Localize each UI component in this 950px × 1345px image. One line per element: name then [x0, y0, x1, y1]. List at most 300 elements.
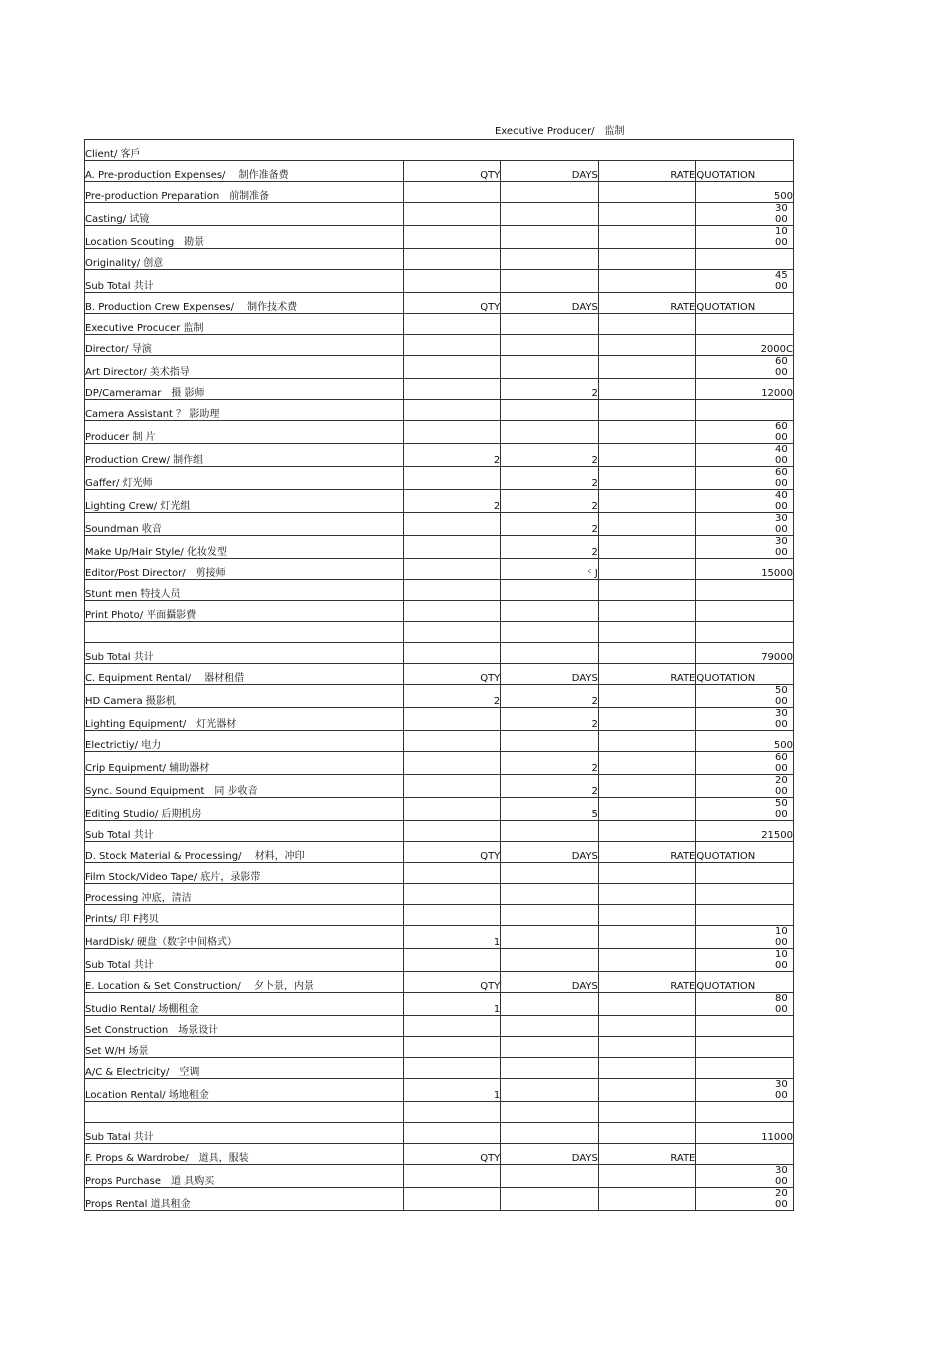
- table-row: [85, 993, 794, 1016]
- qty-cell: [403, 1123, 501, 1144]
- days-cell: [501, 643, 599, 664]
- table-row: [85, 821, 794, 842]
- days-cell: ᶜ J: [501, 559, 599, 580]
- qty-cell: QTY: [403, 842, 501, 863]
- quotation-value: 2000: [775, 1188, 788, 1210]
- qty-cell: [403, 536, 501, 559]
- row-label: Print Photo/ 平面攝影費: [85, 601, 404, 622]
- days-cell: [501, 949, 599, 972]
- section-header-row: [85, 1144, 794, 1165]
- qty-cell: [403, 622, 501, 643]
- section-header-row: [85, 842, 794, 863]
- row-label: Crip Equipment/ 辅助器材: [85, 752, 404, 775]
- table-row: [85, 356, 794, 379]
- days-cell: [501, 1016, 599, 1037]
- rate-cell: [598, 1058, 696, 1079]
- quotation-cell: [696, 467, 794, 490]
- rate-cell: [598, 467, 696, 490]
- qty-cell: [403, 643, 501, 664]
- rate-cell: [598, 1016, 696, 1037]
- row-label: Casting/ 试镜: [85, 203, 404, 226]
- table-row: [85, 513, 794, 536]
- table-row: [85, 203, 794, 226]
- row-label: Originality/ 创意: [85, 249, 404, 270]
- days-cell: [501, 905, 599, 926]
- rate-cell: [598, 400, 696, 421]
- table-row: [85, 622, 794, 643]
- rate-cell: [598, 905, 696, 926]
- days-cell: [501, 1037, 599, 1058]
- qty-cell: [403, 775, 501, 798]
- table-row: [85, 949, 794, 972]
- qty-cell: QTY: [403, 293, 501, 314]
- rate-cell: [598, 1123, 696, 1144]
- days-cell: [501, 884, 599, 905]
- row-label: Lighting Crew/ 灯光组: [85, 490, 404, 513]
- row-label: Executive Procucer 监制: [85, 314, 404, 335]
- quotation-cell: [696, 421, 794, 444]
- row-label: Location Scouting 勘景: [85, 226, 404, 249]
- qty-cell: 2: [403, 490, 501, 513]
- row-label: Sub Total 共计: [85, 643, 404, 664]
- row-label: Art Director/ 美术指导: [85, 356, 404, 379]
- rate-cell: RATE: [598, 293, 696, 314]
- rate-cell: [598, 559, 696, 580]
- quotation-cell: [696, 905, 794, 926]
- quotation-cell: QUOTATION: [696, 664, 794, 685]
- quotation-cell: [696, 1058, 794, 1079]
- table-row: [85, 1188, 794, 1211]
- days-cell: 2: [501, 467, 599, 490]
- quotation-cell: [696, 708, 794, 731]
- table-row: [85, 863, 794, 884]
- qty-cell: QTY: [403, 161, 501, 182]
- row-label: Processing 冲底，清洁: [85, 884, 404, 905]
- qty-cell: [403, 1102, 501, 1123]
- qty-cell: QTY: [403, 664, 501, 685]
- row-label: F. Props & Wardrobe/ 道具，服装: [85, 1144, 404, 1165]
- table-row: [85, 775, 794, 798]
- quotation-cell: [696, 314, 794, 335]
- quotation-value: 2000: [775, 775, 788, 797]
- quotation-cell: [696, 622, 794, 643]
- rate-cell: RATE: [598, 161, 696, 182]
- table-row: [85, 444, 794, 467]
- table-row: [85, 467, 794, 490]
- quotation-cell: 21500: [696, 821, 794, 842]
- quotation-cell: 500: [696, 182, 794, 203]
- table-row: [85, 1037, 794, 1058]
- quotation-cell: [696, 1188, 794, 1211]
- rate-cell: [598, 949, 696, 972]
- row-label: Sync. Sound Equipment 同 步收音: [85, 775, 404, 798]
- quotation-cell: 12000: [696, 379, 794, 400]
- days-cell: [501, 1102, 599, 1123]
- quotation-cell: QUOTATION: [696, 161, 794, 182]
- row-label: HD Camera 摄影机: [85, 685, 404, 708]
- days-cell: [501, 863, 599, 884]
- days-cell: DAYS: [501, 664, 599, 685]
- days-cell: [501, 821, 599, 842]
- qty-cell: 1: [403, 926, 501, 949]
- days-cell: [501, 314, 599, 335]
- rate-cell: [598, 1102, 696, 1123]
- row-label: Set Construction 场景设计: [85, 1016, 404, 1037]
- days-cell: [501, 226, 599, 249]
- quotation-value: 4000: [775, 444, 788, 466]
- table-row: [85, 536, 794, 559]
- rate-cell: [598, 335, 696, 356]
- qty-cell: [403, 421, 501, 444]
- quotation-cell: [696, 884, 794, 905]
- row-label: DP/Cameramar 摄 影师: [85, 379, 404, 400]
- quotation-cell: [696, 249, 794, 270]
- table-row: [85, 926, 794, 949]
- rate-cell: [598, 421, 696, 444]
- rate-cell: RATE: [598, 842, 696, 863]
- quotation-cell: [696, 444, 794, 467]
- quotation-cell: [696, 926, 794, 949]
- rate-cell: [598, 314, 696, 335]
- qty-cell: [403, 949, 501, 972]
- rate-cell: [598, 775, 696, 798]
- rate-cell: [598, 580, 696, 601]
- qty-cell: [403, 1058, 501, 1079]
- quotation-cell: [696, 685, 794, 708]
- days-cell: [501, 731, 599, 752]
- rate-cell: [598, 444, 696, 467]
- days-cell: 2: [501, 775, 599, 798]
- quotation-cell: [696, 356, 794, 379]
- quotation-cell: [696, 270, 794, 293]
- quotation-value: 6000: [775, 467, 788, 489]
- days-cell: [501, 580, 599, 601]
- rate-cell: [598, 926, 696, 949]
- quotation-value: 3000: [775, 536, 788, 558]
- rate-cell: [598, 752, 696, 775]
- table-row: [85, 182, 794, 203]
- quotation-value: 3000: [775, 513, 788, 535]
- quotation-value: 5000: [775, 685, 788, 707]
- days-cell: [501, 421, 599, 444]
- days-cell: 2: [501, 444, 599, 467]
- qty-cell: 1: [403, 993, 501, 1016]
- row-label: E. Location & Set Construction/ 夕卜景，内景: [85, 972, 404, 993]
- qty-cell: [403, 356, 501, 379]
- quotation-cell: [696, 1016, 794, 1037]
- client-row: [85, 140, 794, 161]
- row-label: Sub Total 共计: [85, 821, 404, 842]
- section-header-row: [85, 664, 794, 685]
- rate-cell: RATE: [598, 664, 696, 685]
- table-row: [85, 226, 794, 249]
- row-label: D. Stock Material & Processing/ 材料，冲印: [85, 842, 404, 863]
- quotation-cell: QUOTATION: [696, 293, 794, 314]
- table-row: [85, 270, 794, 293]
- quotation-cell: [696, 1037, 794, 1058]
- days-cell: DAYS: [501, 1144, 599, 1165]
- qty-cell: [403, 905, 501, 926]
- rate-cell: [598, 226, 696, 249]
- qty-cell: [403, 1188, 501, 1211]
- rate-cell: [598, 643, 696, 664]
- quotation-value: 3000: [775, 708, 788, 730]
- table-row: [85, 580, 794, 601]
- row-label: Gaffer/ 灯光师: [85, 467, 404, 490]
- table-row: [85, 421, 794, 444]
- days-cell: [501, 400, 599, 421]
- table-row: [85, 798, 794, 821]
- table-row: [85, 884, 794, 905]
- quotation-value: 4000: [775, 490, 788, 512]
- qty-cell: 2: [403, 444, 501, 467]
- quotation-cell: 79000: [696, 643, 794, 664]
- table-row: [85, 559, 794, 580]
- qty-cell: [403, 1037, 501, 1058]
- row-label: A. Pre-production Expenses/ 制作准备费: [85, 161, 404, 182]
- table-row: [85, 905, 794, 926]
- rate-cell: [598, 708, 696, 731]
- rate-cell: [598, 1079, 696, 1102]
- qty-cell: [403, 1165, 501, 1188]
- row-label: Film Stock/Video Tape/ 底片，录影带: [85, 863, 404, 884]
- days-cell: 2: [501, 752, 599, 775]
- rate-cell: [598, 490, 696, 513]
- section-header-row: [85, 161, 794, 182]
- rate-cell: [598, 622, 696, 643]
- days-cell: [501, 1058, 599, 1079]
- qty-cell: [403, 314, 501, 335]
- row-label: Producer 制 片: [85, 421, 404, 444]
- days-cell: 2: [501, 708, 599, 731]
- table-row: [85, 379, 794, 400]
- qty-cell: [403, 270, 501, 293]
- qty-cell: QTY: [403, 1144, 501, 1165]
- quotation-cell: [696, 226, 794, 249]
- days-cell: [501, 356, 599, 379]
- rate-cell: [598, 1188, 696, 1211]
- rate-cell: [598, 884, 696, 905]
- days-cell: [501, 1188, 599, 1211]
- rate-cell: RATE: [598, 972, 696, 993]
- rate-cell: [598, 513, 696, 536]
- quotation-value: 5000: [775, 798, 788, 820]
- rate-cell: [598, 821, 696, 842]
- table-row: [85, 601, 794, 622]
- table-row: [85, 249, 794, 270]
- table-row: [85, 643, 794, 664]
- rate-cell: [598, 1037, 696, 1058]
- row-label: B. Production Crew Expenses/ 制作技术费: [85, 293, 404, 314]
- quotation-value: 4500: [775, 270, 788, 292]
- quotation-cell: QUOTATION: [696, 842, 794, 863]
- table-row: [85, 1079, 794, 1102]
- quotation-cell: [696, 1144, 794, 1165]
- qty-cell: [403, 203, 501, 226]
- row-label: Studio Rental/ 场棚租金: [85, 993, 404, 1016]
- days-cell: [501, 270, 599, 293]
- days-cell: [501, 249, 599, 270]
- quotation-cell: 15000: [696, 559, 794, 580]
- quotation-cell: [696, 775, 794, 798]
- table-row: [85, 314, 794, 335]
- quotation-cell: 11000: [696, 1123, 794, 1144]
- qty-cell: [403, 379, 501, 400]
- table-row: [85, 685, 794, 708]
- table-row: [85, 400, 794, 421]
- qty-cell: [403, 182, 501, 203]
- row-label: Prints/ 印 F拷贝: [85, 905, 404, 926]
- row-label: Production Crew/ 制作组: [85, 444, 404, 467]
- quotation-cell: [696, 1165, 794, 1188]
- row-label: Stunt men 特技人员: [85, 580, 404, 601]
- quotation-cell: [696, 1079, 794, 1102]
- days-cell: DAYS: [501, 293, 599, 314]
- row-label: Soundman 收音: [85, 513, 404, 536]
- days-cell: [501, 1123, 599, 1144]
- row-label: [85, 622, 404, 643]
- qty-cell: [403, 580, 501, 601]
- days-cell: [501, 926, 599, 949]
- rate-cell: [598, 1165, 696, 1188]
- quotation-value: 3000: [775, 1165, 788, 1187]
- qty-cell: [403, 226, 501, 249]
- rate-cell: [598, 863, 696, 884]
- quotation-value: 1000: [775, 226, 788, 248]
- qty-cell: [403, 798, 501, 821]
- qty-cell: 1: [403, 1079, 501, 1102]
- table-row: [85, 752, 794, 775]
- section-header-row: [85, 293, 794, 314]
- table-row: [85, 1016, 794, 1037]
- row-label: Camera Assistant ？ 影助理: [85, 400, 404, 421]
- days-cell: 2: [501, 490, 599, 513]
- table-row: [85, 1165, 794, 1188]
- rate-cell: [598, 203, 696, 226]
- row-label: Props Rental 道具租金: [85, 1188, 404, 1211]
- row-label: Editing Studio/ 后期机房: [85, 798, 404, 821]
- quotation-value: 6000: [775, 356, 788, 378]
- rate-cell: [598, 601, 696, 622]
- days-cell: 2: [501, 536, 599, 559]
- section-header-row: [85, 972, 794, 993]
- qty-cell: [403, 752, 501, 775]
- table-row: [85, 731, 794, 752]
- rate-cell: [598, 993, 696, 1016]
- rate-cell: [598, 536, 696, 559]
- qty-cell: 2: [403, 685, 501, 708]
- row-label: Make Up/Hair Style/ 化妆发型: [85, 536, 404, 559]
- days-cell: 2: [501, 513, 599, 536]
- quotation-cell: [696, 863, 794, 884]
- quotation-value: 3000: [775, 203, 788, 225]
- row-label: C. Equipment Rental/ 器材租借: [85, 664, 404, 685]
- client-label: Client/ 客戶: [85, 140, 794, 161]
- qty-cell: [403, 335, 501, 356]
- row-label: HardDisk/ 硬盘（数字中间格式）: [85, 926, 404, 949]
- row-label: Sub Tatal 共计: [85, 1123, 404, 1144]
- quotation-cell: [696, 1102, 794, 1123]
- row-label: A/C & Electricity/ 空调: [85, 1058, 404, 1079]
- days-cell: 2: [501, 685, 599, 708]
- quotation-value: 1000: [775, 949, 788, 971]
- days-cell: DAYS: [501, 842, 599, 863]
- qty-cell: [403, 884, 501, 905]
- quotation-value: 1000: [775, 926, 788, 948]
- quotation-cell: [696, 203, 794, 226]
- quotation-cell: 500: [696, 731, 794, 752]
- quotation-cell: [696, 752, 794, 775]
- days-cell: [501, 182, 599, 203]
- row-label: Props Purchase 道 具购买: [85, 1165, 404, 1188]
- qty-cell: [403, 400, 501, 421]
- quotation-cell: [696, 513, 794, 536]
- days-cell: 5: [501, 798, 599, 821]
- rate-cell: [598, 270, 696, 293]
- qty-cell: [403, 601, 501, 622]
- row-label: Director/ 导演: [85, 335, 404, 356]
- table-row: [85, 708, 794, 731]
- rate-cell: RATE: [598, 1144, 696, 1165]
- row-label: [85, 1102, 404, 1123]
- table-row: [85, 490, 794, 513]
- table-row: [85, 1058, 794, 1079]
- table-row: [85, 1102, 794, 1123]
- rate-cell: [598, 685, 696, 708]
- quotation-value: 8000: [775, 993, 788, 1015]
- row-label: Electrictiy/ 电力: [85, 731, 404, 752]
- quotation-cell: [696, 798, 794, 821]
- table-row: [85, 335, 794, 356]
- quotation-table: [84, 139, 794, 1211]
- qty-cell: [403, 249, 501, 270]
- quotation-cell: [696, 993, 794, 1016]
- days-cell: [501, 203, 599, 226]
- days-cell: [501, 622, 599, 643]
- days-cell: [501, 1079, 599, 1102]
- quotation-value: 6000: [775, 421, 788, 443]
- header-title: Executive Producer/ 监制: [495, 126, 625, 137]
- row-label: Set W/H 场景: [85, 1037, 404, 1058]
- rate-cell: [598, 249, 696, 270]
- quotation-value: 6000: [775, 752, 788, 774]
- quotation-cell: [696, 490, 794, 513]
- quotation-cell: [696, 949, 794, 972]
- qty-cell: [403, 513, 501, 536]
- days-cell: [501, 993, 599, 1016]
- row-label: Pre-production Preparation 前制准备: [85, 182, 404, 203]
- days-cell: DAYS: [501, 161, 599, 182]
- days-cell: [501, 1165, 599, 1188]
- row-label: Sub Total 共计: [85, 949, 404, 972]
- quotation-cell: QUOTATION: [696, 972, 794, 993]
- days-cell: 2: [501, 379, 599, 400]
- qty-cell: [403, 467, 501, 490]
- row-label: Editor/Post Director/ 剪接师: [85, 559, 404, 580]
- row-label: Lighting Equipment/ 灯光器材: [85, 708, 404, 731]
- qty-cell: [403, 863, 501, 884]
- qty-cell: [403, 708, 501, 731]
- qty-cell: [403, 821, 501, 842]
- quotation-cell: 2000C: [696, 335, 794, 356]
- rate-cell: [598, 356, 696, 379]
- table-row: [85, 1123, 794, 1144]
- quotation-cell: [696, 400, 794, 421]
- quotation-value: 3000: [775, 1079, 788, 1101]
- days-cell: DAYS: [501, 972, 599, 993]
- rate-cell: [598, 182, 696, 203]
- quotation-cell: [696, 580, 794, 601]
